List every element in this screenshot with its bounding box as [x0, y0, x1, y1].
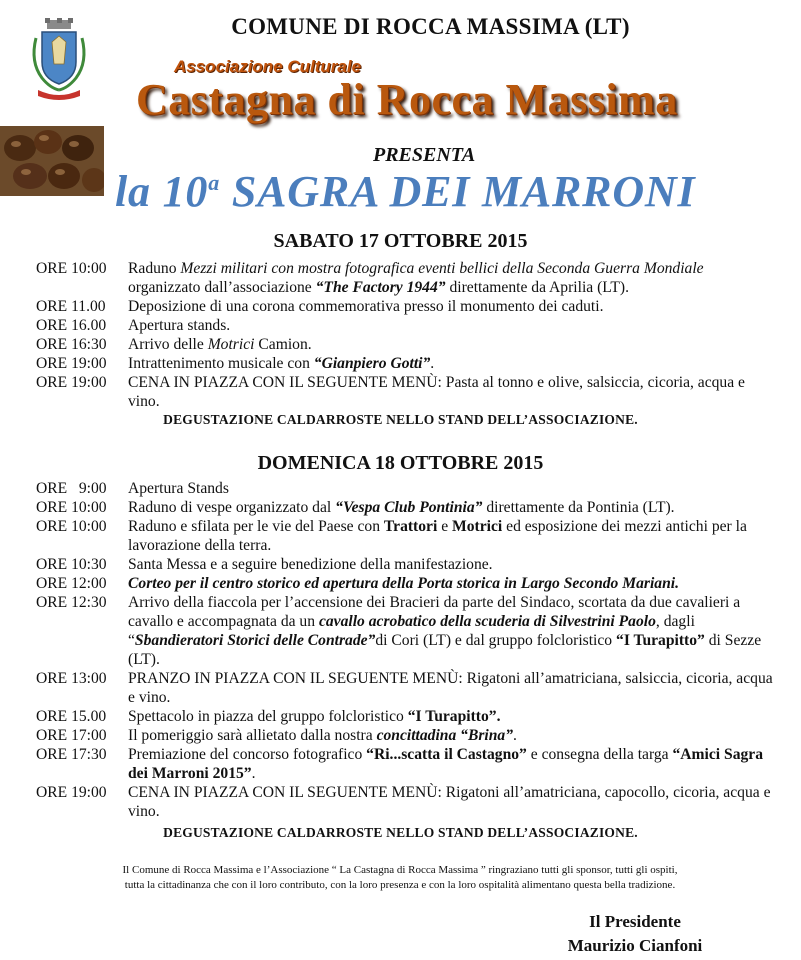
event-time: ORE 19:00 [36, 374, 107, 391]
event-time: ORE 12:00 [36, 575, 107, 592]
event-text: e [437, 518, 453, 535]
schedule-row [36, 498, 776, 517]
event-description [128, 707, 776, 726]
event-time: ORE 13:00 [36, 670, 107, 687]
event-description [128, 373, 776, 411]
event-time: ORE 9:00 [36, 480, 107, 497]
sunday-schedule [36, 479, 776, 821]
event-text: Arrivo delle [128, 336, 208, 353]
event-text: Raduno di vespe organizzato dal [128, 499, 336, 516]
schedule-row [36, 297, 776, 316]
event-time: ORE 19:00 [36, 355, 107, 372]
event-text: Corteo per il centro storico ed apertura della Porta storica in Largo Secondo Mariani. [128, 575, 679, 592]
sagra-prefix: la 10 [115, 167, 209, 216]
event-text: Deposizione di una corona commemorativa presso il monumento dei caduti. [128, 298, 604, 315]
event-time: ORE 17:00 [36, 727, 107, 744]
event-text: Intrattenimento musicale con [128, 355, 314, 372]
event-text: di Sezze (LT). [128, 632, 762, 668]
saturday-schedule [36, 259, 776, 411]
event-description [128, 517, 776, 555]
event-description [128, 593, 776, 669]
schedule-row [36, 783, 776, 821]
event-description [128, 745, 776, 783]
event-text: e consegna della targa [526, 746, 673, 763]
event-description [128, 783, 776, 821]
event-text: “Vespa Club Pontinia” [335, 499, 483, 516]
event-text: Il pomeriggio sarà allietato dalla nostra [128, 727, 377, 744]
event-text: , dagli “ [128, 613, 695, 649]
event-text: Trattori [383, 518, 438, 535]
sagra-name: SAGRA DEI MARRONI [220, 167, 696, 216]
event-text: organizzato dall’associazione [128, 279, 316, 296]
schedule-row [36, 593, 776, 669]
event-text: Arrivo della fiaccola per l’accensione dei Bracieri da parte del Sindaco, scortata da due cavalieri a cavallo e accompagnata da un [128, 594, 741, 630]
event-text: cavallo acrobatico della scuderia di Silvestrini Paolo [318, 613, 656, 630]
schedule-row [36, 373, 776, 411]
event-time: ORE 16:30 [36, 336, 107, 353]
chestnuts-image [0, 126, 104, 196]
sagra-ordinal: a [208, 170, 221, 195]
event-description [128, 726, 776, 745]
event-text: Spettacolo in piazza del gruppo folcloristico [128, 708, 408, 725]
schedule-row [36, 726, 776, 745]
event-description [128, 297, 776, 316]
event-description [128, 669, 776, 707]
event-time: ORE 10:00 [36, 499, 107, 516]
schedule-row [36, 574, 776, 593]
event-text: Mezzi militari con mostra fotografica eventi bellici della Seconda Guerra Mondiale [180, 260, 704, 277]
association-name: Castagna di Rocca Massima [136, 75, 678, 124]
comune-title: COMUNE DI ROCCA MASSIMA (LT) [231, 14, 630, 39]
event-text: “I Turapitto”. [407, 708, 501, 725]
schedule-row [36, 479, 776, 498]
event-description [128, 555, 776, 574]
sagra-title [115, 166, 695, 217]
event-text: CENA IN PIAZZA CON IL SEGUENTE MENÙ: Rigatoni all’amatriciana, capocollo, cicoria, acqua e vino. [128, 784, 771, 820]
event-text: Raduno [128, 260, 181, 277]
event-description [128, 574, 776, 593]
event-text: “Amici Sagra dei Marroni 2015” [128, 746, 764, 782]
event-description [128, 316, 776, 335]
event-text: . [513, 727, 517, 744]
schedule-row [36, 354, 776, 373]
association-subtitle: Associazione Culturale [174, 57, 362, 76]
event-text: PRANZO IN PIAZZA CON IL SEGUENTE MENÙ: Rigatoni all’amatriciana, salsiccia, cicoria, acqua e vino. [128, 670, 773, 706]
event-time: ORE 17:30 [36, 746, 107, 763]
schedule-row [36, 259, 776, 297]
event-text: Santa Messa e a seguire benedizione della manifestazione. [128, 556, 493, 573]
event-text: concittadina “Brina” [376, 727, 514, 744]
event-text: di Cori (LT) e dal gruppo folcloristico [375, 632, 617, 649]
event-time: ORE 19:00 [36, 784, 107, 801]
schedule-row [36, 707, 776, 726]
event-description [128, 354, 776, 373]
event-text: Sbandieratori Storici delle Contrade” [134, 632, 376, 649]
event-time: ORE 10:30 [36, 556, 107, 573]
sunday-degustazione: DEGUSTAZIONE CALDARROSTE NELLO STAND DELL’ASSOCIAZIONE. [163, 825, 638, 840]
event-description [128, 259, 776, 297]
event-text: Apertura stands. [128, 317, 231, 334]
event-text: . [251, 765, 256, 782]
event-text: “The Factory 1944” [315, 279, 446, 296]
thanks-note [40, 863, 760, 893]
event-text: “I Turapitto” [616, 632, 705, 649]
signature [560, 910, 710, 958]
schedule-row [36, 669, 776, 707]
event-text: ed esposizione dei mezzi antichi per la lavorazione della terra. [128, 518, 747, 554]
saturday-heading: SABATO 17 OTTOBRE 2015 [273, 230, 528, 252]
event-text: Motrici [207, 336, 255, 353]
thanks-line: tutta la cittadinanza che con il loro contributo, con la loro presenza e con la loro ospitalità alimentano questa bella tradizione. [124, 879, 676, 891]
presenta-label: PRESENTA [373, 144, 476, 166]
event-time: ORE 11.00 [36, 298, 106, 315]
event-text: Premiazione del concorso fotografico [128, 746, 367, 763]
event-text: direttamente da Pontinia (LT). [482, 499, 675, 516]
event-time: ORE 16.00 [36, 317, 107, 334]
event-text: Camion. [254, 336, 312, 353]
event-text: CENA IN PIAZZA CON IL SEGUENTE MENÙ: Pasta al tonno e olive, salsiccia, cicoria, acqua e vino. [128, 374, 745, 410]
event-text: . [430, 355, 435, 372]
event-time: ORE 10:00 [36, 518, 107, 535]
signature-name: Maurizio Cianfoni [567, 936, 703, 955]
event-time: ORE 15.00 [36, 708, 107, 725]
sunday-heading: DOMENICA 18 OTTOBRE 2015 [257, 452, 544, 474]
signature-role: Il Presidente [589, 912, 681, 931]
event-description [128, 479, 776, 498]
thanks-line: Il Comune di Rocca Massima e l’Associazione “ La Castagna di Rocca Massima ” ringraziano tutti gli sponsor, tutti gli ospiti, [122, 864, 678, 876]
saturday-degustazione: DEGUSTAZIONE CALDARROSTE NELLO STAND DELL’ASSOCIAZIONE. [163, 412, 638, 427]
event-description [128, 335, 776, 354]
event-text: Motrici [452, 518, 503, 535]
event-text: “Ri...scatta il Castagno” [366, 746, 527, 763]
event-description [128, 498, 776, 517]
schedule-row [36, 335, 776, 354]
schedule-row [36, 517, 776, 555]
event-text: Apertura Stands [128, 480, 229, 497]
schedule-row [36, 745, 776, 783]
event-text: Raduno e sfilata per le vie del Paese con [128, 518, 384, 535]
schedule-row [36, 316, 776, 335]
event-time: ORE 10:00 [36, 260, 107, 277]
event-text: direttamente da Aprilia (LT). [445, 279, 630, 296]
event-time: ORE 12:30 [36, 594, 107, 611]
schedule-row [36, 555, 776, 574]
event-text: “Gianpiero Gotti” [313, 355, 431, 372]
